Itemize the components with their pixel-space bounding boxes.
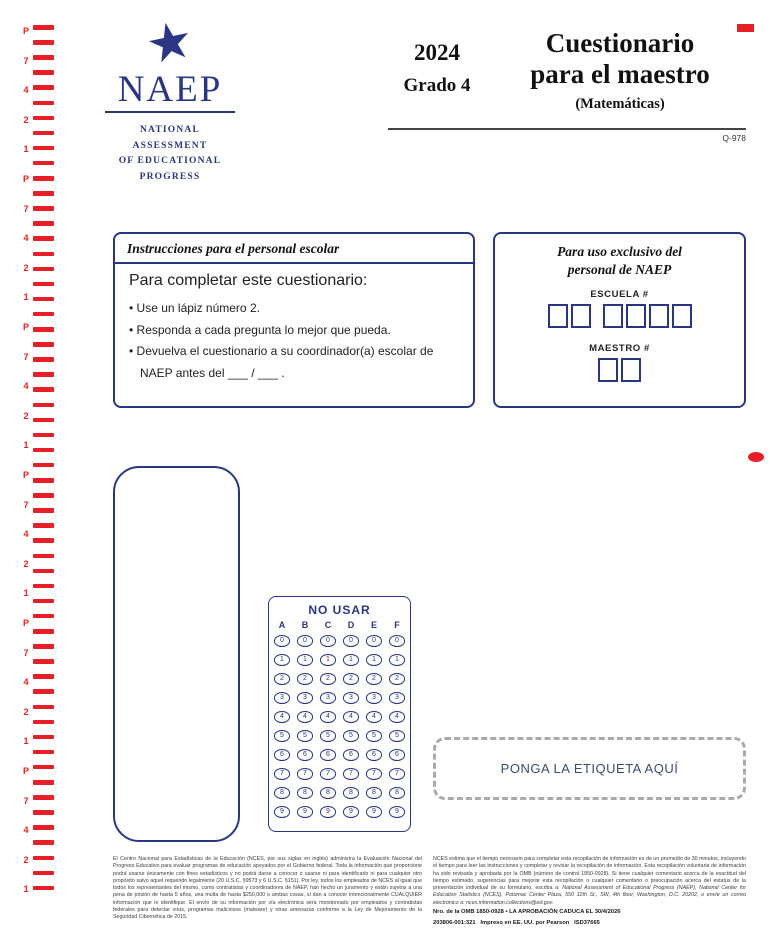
answer-bubble: 1	[320, 654, 336, 666]
empty-response-box	[113, 466, 240, 842]
timing-mark	[33, 720, 54, 725]
timing-mark	[33, 161, 54, 166]
answer-bubble: 5	[297, 730, 313, 742]
timing-mark	[33, 146, 54, 151]
answer-bubble: 2	[274, 673, 290, 685]
answer-bubble: 1	[274, 654, 290, 666]
timing-mark	[33, 765, 54, 770]
bubble-grid	[269, 635, 410, 818]
timing-mark	[33, 795, 54, 800]
timing-mark	[33, 554, 54, 559]
title-line-1: Cuestionario	[545, 28, 695, 58]
side-registration-mark	[748, 452, 764, 462]
logo-acronym: NAEP	[117, 69, 223, 110]
answer-bubble: 3	[389, 692, 405, 704]
timing-mark	[33, 569, 54, 574]
label-placement-text: PONGA LA ETIQUETA AQUÍ	[500, 761, 679, 776]
instructions-header: Instrucciones para el personal escolar	[115, 234, 473, 264]
logo-org-name	[103, 123, 237, 186]
answer-bubble: 8	[366, 787, 382, 799]
instruction-bullet-3: • Devuelva el cuestionario a su coordinador(a) escolar de NAEP antes del ___ / ___ .	[129, 341, 459, 384]
timing-char: 1	[23, 440, 29, 451]
answer-bubble: 3	[297, 692, 313, 704]
answer-bubble: 6	[389, 749, 405, 761]
timing-char: 7	[23, 55, 29, 66]
logo-org-line-1: NATIONAL ASSESSMENT	[132, 125, 208, 151]
answer-bubble: 5	[274, 730, 290, 742]
answer-bubble: 2	[366, 673, 382, 685]
timing-mark	[33, 342, 54, 347]
bubble-column-letters	[269, 620, 410, 630]
timing-mark	[33, 40, 54, 45]
staff-box-header	[495, 243, 744, 278]
star-icon: ★	[140, 9, 199, 77]
timing-mark	[33, 629, 54, 634]
answer-bubble: 6	[320, 749, 336, 761]
timing-mark	[33, 463, 54, 468]
column-letter: D	[347, 620, 355, 630]
timing-char: P	[22, 322, 29, 332]
answer-bubble: 8	[297, 787, 313, 799]
logo-rule	[105, 111, 235, 113]
timing-char: 7	[23, 647, 29, 658]
year: 2024	[414, 40, 460, 65]
answer-bubble: 8	[389, 787, 405, 799]
staff-box-header-line-1: Para uso exclusivo del	[557, 244, 682, 259]
answer-bubble: 4	[343, 711, 359, 723]
teacher-number-label: MAESTRO #	[589, 343, 650, 355]
answer-bubble: 9	[274, 806, 290, 818]
column-letter: B	[301, 620, 309, 630]
answer-bubble: 3	[366, 692, 382, 704]
timing-mark	[33, 584, 54, 589]
timing-char: 1	[23, 736, 29, 747]
timing-char: 4	[23, 233, 29, 244]
answer-bubble: 1	[297, 654, 313, 666]
timing-char: 7	[23, 795, 29, 806]
label-placement-box	[433, 737, 746, 800]
timing-mark	[33, 55, 54, 60]
legal-text-right	[433, 856, 746, 928]
answer-bubble: 6	[297, 749, 313, 761]
digit-box	[621, 358, 641, 382]
timing-char: 2	[23, 558, 29, 569]
timing-char: P	[22, 470, 29, 480]
timing-mark	[33, 357, 54, 362]
instructions-box	[113, 232, 475, 408]
answer-bubble: 1	[366, 654, 382, 666]
timing-char: P	[22, 174, 29, 184]
digit-box	[548, 304, 568, 328]
answer-bubble: 7	[389, 768, 405, 780]
digit-box	[603, 304, 623, 328]
answer-bubble: 0	[297, 635, 313, 647]
column-letter: F	[394, 620, 400, 630]
timing-char: 7	[23, 203, 29, 214]
box-group	[548, 304, 591, 328]
answer-bubble: 0	[274, 635, 290, 647]
timing-mark	[33, 70, 54, 75]
timing-char: 2	[23, 706, 29, 717]
timing-mark	[33, 116, 54, 121]
no-usar-title: NO USAR	[308, 603, 371, 617]
answer-bubble: 3	[320, 692, 336, 704]
timing-mark	[33, 750, 54, 755]
answer-bubble: 9	[366, 806, 382, 818]
timing-mark	[33, 523, 54, 528]
answer-bubble: 8	[274, 787, 290, 799]
box-group	[603, 304, 692, 328]
timing-char: 7	[23, 351, 29, 362]
legal-text-left: El Centro Nacional para Estadísticas de la Educación (NCES, por sus siglas en inglés) administra la Evaluación Nacional del Progreso Educativo para evaluar programas de educación apoyados por el Gobierno federal. Toda la información que proporcione podrá usarse únicamente con fines estadísticos y no podrá darse a conocer o usarse ni para identificarlo ni para cualquier otro propósito salvo aquel requerido legalmente (20 U.S.C. §9573 y 6 U.S.C. §151). Por ley, todos los empleados de NCES al igual que todos los representantes del mismo, como contratistas y coordinadores de NAEP, han hecho un juramento y están sujetos a una pena de prisión de hasta 5 años, una multa de hasta $250,000 o ambas cosas, si dan a conocer intencionalmente CUALQUIER información que lo identifique. El envío de su información por vía electrónica será monitoreado por empleados y contratistas federales para detectar virus, programas maliciosos (malware) y otras amenazas conforme a la Ley de Mejoramiento de la Seguridad Cibernética de 2015.	[113, 856, 422, 920]
timing-char: 2	[23, 114, 29, 125]
header-rule	[388, 128, 746, 130]
answer-bubble: 5	[320, 730, 336, 742]
subject: (Matemáticas)	[575, 96, 665, 112]
logo-org-line-2: OF EDUCATIONAL	[118, 156, 222, 167]
omb-approval-line: Nro. de la OMB 1850-0928 • LA APROBACIÓN CADUCA EL 30/4/2026	[433, 909, 621, 916]
timing-char: 4	[23, 85, 29, 96]
timing-mark	[33, 418, 54, 423]
timing-char: 4	[23, 529, 29, 540]
legal-right-address: National Assessment of Educational Progress (NAEP), National Center for Education Statistics (NCES), Potomac Center Plaza, 550 12th St., SW, 4th floor, Washington, D.C. 20202, o envíe un correo electrónico a: nces.information.collections@ed.gov.	[433, 885, 747, 906]
timing-mark	[33, 101, 54, 106]
timing-char: P	[22, 26, 29, 36]
timing-char: 2	[23, 262, 29, 273]
answer-bubble: 9	[389, 806, 405, 818]
answer-bubble: 5	[366, 730, 382, 742]
school-number-label: ESCUELA #	[590, 289, 649, 301]
timing-char: 4	[23, 677, 29, 688]
timing-char: P	[22, 766, 29, 776]
school-number-boxes	[495, 304, 744, 328]
timing-mark	[33, 297, 54, 302]
answer-bubble: 9	[297, 806, 313, 818]
instructions-subheader: Para completar este cuestionario:	[129, 272, 368, 289]
print-info-line: 203806-001:321 Impreso en EE. UU. por Pearson ISD37665	[433, 919, 600, 926]
timing-mark	[33, 282, 54, 287]
timing-mark	[33, 840, 54, 845]
answer-bubble: 7	[343, 768, 359, 780]
logo-org-line-3: PROGRESS	[139, 172, 201, 183]
answer-bubble: 4	[320, 711, 336, 723]
teacher-number-boxes	[495, 358, 744, 382]
timing-mark	[33, 689, 54, 694]
timing-char: 2	[23, 854, 29, 865]
answer-bubble: 4	[274, 711, 290, 723]
timing-mark	[33, 493, 54, 498]
timing-char: 1	[23, 292, 29, 303]
digit-box	[598, 358, 618, 382]
year-grade-block	[383, 40, 491, 97]
answer-bubble: 9	[320, 806, 336, 818]
timing-mark	[33, 705, 54, 710]
answer-bubble: 8	[320, 787, 336, 799]
staff-box-header-line-2: personal de NAEP	[567, 261, 672, 277]
questionnaire-title	[492, 28, 748, 113]
timing-mark	[33, 674, 54, 679]
timing-mark	[33, 538, 54, 543]
answer-bubble: 7	[274, 768, 290, 780]
timing-mark	[33, 206, 54, 211]
answer-bubble: 6	[366, 749, 382, 761]
timing-mark	[33, 403, 54, 408]
timing-mark	[33, 372, 54, 377]
naep-logo	[103, 9, 237, 186]
timing-mark	[33, 644, 54, 649]
legal-right-intro: NCES estima que el tiempo necesario para completar esta recopilación de información es de un promedio de 30 minutos, incluyendo el tiempo para leer las instrucciones y completar y revisar la recopilación de información. Esta recopilación voluntaria de información ha sido revisada y aprobada por la OMB (número de control 1850-0928). Si tiene cualquier comentario acerca de la exactitud del tiempo estimado, sugerencias para mejorar esta recopilación o cualquier comentario o preocupación acerca del estatus de la presentación individual de su formulario, escriba a:	[433, 856, 746, 891]
timing-mark	[33, 267, 54, 272]
timing-strip	[18, 0, 60, 938]
answer-bubble: 7	[320, 768, 336, 780]
answer-bubble: 0	[389, 635, 405, 647]
answer-bubble: 1	[389, 654, 405, 666]
timing-mark	[33, 25, 54, 30]
answer-bubble: 0	[366, 635, 382, 647]
timing-mark	[33, 191, 54, 196]
timing-mark	[33, 810, 54, 815]
timing-mark	[33, 176, 54, 181]
form-code: Q-978	[722, 133, 746, 143]
timing-mark	[33, 312, 54, 317]
digit-box	[626, 304, 646, 328]
answer-bubble: 4	[297, 711, 313, 723]
timing-char: 1	[23, 144, 29, 155]
timing-char: 4	[23, 381, 29, 392]
timing-mark	[33, 508, 54, 513]
timing-mark	[33, 886, 54, 891]
no-usar-panel	[268, 596, 411, 832]
instructions-body	[115, 264, 473, 384]
timing-mark	[33, 236, 54, 241]
answer-bubble: 0	[320, 635, 336, 647]
timing-char: 1	[23, 884, 29, 895]
answer-bubble: 0	[343, 635, 359, 647]
timing-mark	[33, 659, 54, 664]
answer-bubble: 4	[366, 711, 382, 723]
answer-bubble: 2	[320, 673, 336, 685]
staff-use-box	[493, 232, 746, 408]
column-letter: E	[370, 620, 377, 630]
timing-mark	[33, 780, 54, 785]
timing-mark	[33, 387, 54, 392]
timing-char: 7	[23, 499, 29, 510]
timing-char: 1	[23, 588, 29, 599]
answer-bubble: 4	[389, 711, 405, 723]
column-letter: C	[324, 620, 332, 630]
timing-mark	[33, 433, 54, 438]
timing-mark	[33, 131, 54, 136]
timing-mark	[33, 221, 54, 226]
column-letter: A	[278, 620, 286, 630]
instruction-bullet-1: • Use un lápiz número 2.	[129, 298, 459, 320]
digit-box	[672, 304, 692, 328]
timing-mark	[33, 825, 54, 830]
timing-mark	[33, 448, 54, 453]
answer-bubble: 5	[389, 730, 405, 742]
answer-bubble: 6	[274, 749, 290, 761]
box-group	[598, 358, 641, 382]
timing-mark	[33, 252, 54, 257]
timing-char: 2	[23, 410, 29, 421]
timing-mark	[33, 856, 54, 861]
answer-bubble: 6	[343, 749, 359, 761]
timing-char: 4	[23, 825, 29, 836]
answer-bubble: 9	[343, 806, 359, 818]
timing-mark	[33, 478, 54, 483]
timing-mark	[33, 85, 54, 90]
legal-paragraph-right	[433, 856, 746, 907]
answer-bubble: 2	[389, 673, 405, 685]
digit-box	[571, 304, 591, 328]
instruction-bullet-2: • Responda a cada pregunta lo mejor que pueda.	[129, 320, 459, 342]
title-line-2: para el maestro	[530, 59, 710, 89]
instructions-bullet-list	[129, 298, 459, 384]
grade: Grado 4	[403, 75, 471, 96]
timing-mark	[33, 599, 54, 604]
answer-bubble: 3	[343, 692, 359, 704]
answer-bubble: 7	[297, 768, 313, 780]
answer-bubble: 8	[343, 787, 359, 799]
answer-bubble: 2	[297, 673, 313, 685]
answer-bubble: 3	[274, 692, 290, 704]
answer-bubble: 5	[343, 730, 359, 742]
timing-mark	[33, 735, 54, 740]
timing-mark	[33, 614, 54, 619]
digit-box	[649, 304, 669, 328]
timing-mark	[33, 327, 54, 332]
answer-bubble: 7	[366, 768, 382, 780]
timing-char: P	[22, 618, 29, 628]
answer-bubble: 1	[343, 654, 359, 666]
answer-bubble: 2	[343, 673, 359, 685]
timing-mark	[33, 871, 54, 876]
